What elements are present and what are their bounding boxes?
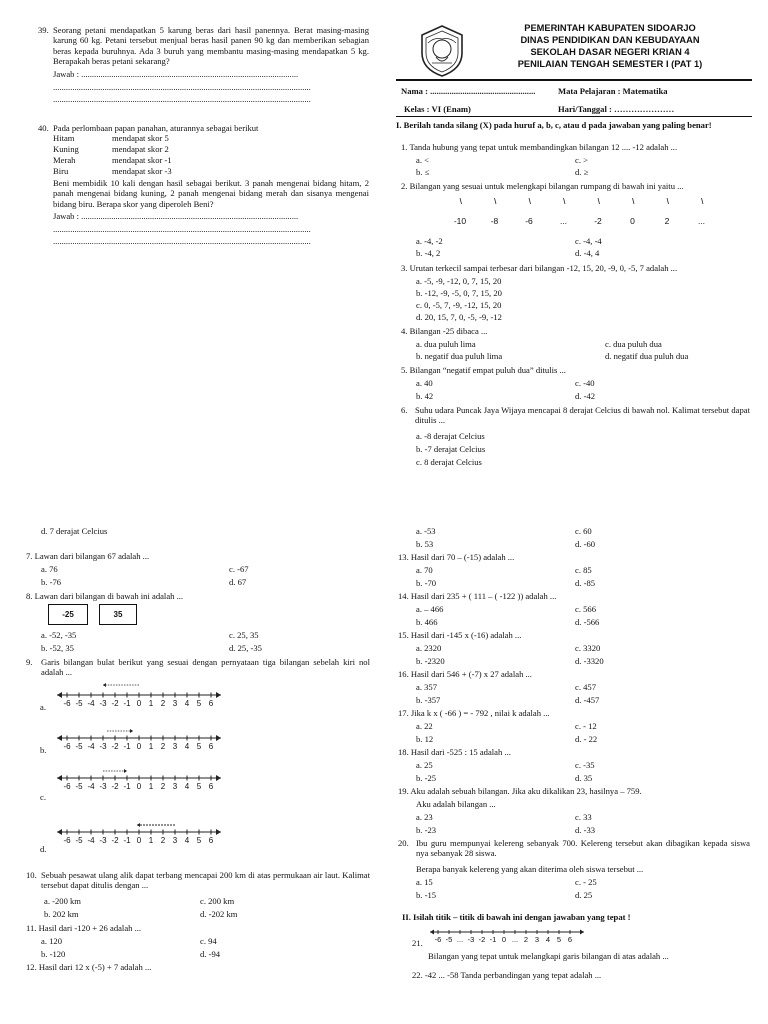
option-a[interactable]: a. -4, -2 (416, 236, 443, 246)
option-b[interactable]: b. ≤ (416, 167, 430, 177)
sequence-label: ... (559, 216, 568, 226)
option-a[interactable]: a. 15 (416, 877, 433, 887)
axis-arrow-right (216, 692, 221, 698)
option-a[interactable]: a. (40, 702, 46, 712)
question-text: Garis bilangan bulat berikut yang sesuai dengan pernyataan tiga bilangan sebelah kiri nol adalah ... (41, 657, 370, 678)
option-b[interactable]: b. 42 (416, 391, 434, 401)
axis-tick-label: 2 (160, 836, 166, 845)
question-text: Ibu guru mempunyai kelereng sebanyak 700. Kelereng tersebut akan dibagikan kepada siswa nya sebanyak 28 siswa. (416, 838, 750, 859)
axis-tick-label: 2 (160, 742, 166, 751)
axis-tick-label: 6 (567, 935, 573, 944)
header-divider (396, 116, 752, 117)
option-a[interactable]: a. -8 derajat Celcius (416, 431, 485, 441)
section-1-title: I. Berilah tanda silang (X) pada huruf a, b, c, atau d pada jawaban yang paling benar! (396, 120, 712, 130)
sequence-label: 2 (664, 216, 670, 226)
option-d[interactable]: d. negatif dua puluh dua (605, 351, 689, 361)
question-text: 16. Hasil dari 546 + (-7) x 27 adalah ... (398, 669, 532, 679)
option-d[interactable]: d. 25 (575, 890, 593, 900)
axis-tick-label: -5 (445, 935, 453, 944)
axis-tick-label: -3 (99, 742, 107, 751)
question-text: Sebuah pesawat ulang alik dapat terbang mencapai 200 km di atas permukaan air laut. Kalimat tersebut dapat ditulis dengan ... (41, 870, 370, 891)
axis-tick-label: 1 (148, 836, 154, 845)
axis-tick-label: -2 (478, 935, 486, 944)
option-c[interactable]: c. (40, 792, 46, 802)
question-text: 8. Lawan dari bilangan di bawah ini adalah ... (26, 591, 184, 601)
class-label: Kelas : VI (Enam) (404, 104, 471, 114)
axis-arrow-left (57, 692, 62, 698)
axis-tick-label: 4 (184, 699, 190, 708)
option-d[interactable]: d. -4, 4 (575, 248, 600, 258)
option-d[interactable]: d. -85 (575, 578, 596, 588)
option-d[interactable]: d. 67 (229, 577, 247, 587)
option-d[interactable]: d. -566 (575, 617, 600, 627)
axis-tick-label: 2 (160, 699, 166, 708)
question-text-2: Berapa banyak kelereng yang akan diterima oleh siswa tersebut ... (416, 864, 644, 874)
option-c[interactable]: c. -35 (575, 760, 595, 770)
option-c[interactable]: c. 8 derajat Celcius (416, 457, 482, 467)
axis-tick-label: 3 (534, 935, 540, 944)
number-box: 35 (99, 604, 137, 625)
option-b[interactable]: b. 202 km (44, 909, 79, 919)
rule-color: Kuning (53, 144, 79, 154)
option-d[interactable]: d. -457 (575, 695, 600, 705)
question-text: 7. Lawan dari bilangan 67 adalah ... (26, 551, 150, 561)
axis-tick-label: 5 (196, 699, 202, 708)
number-sequence (430, 196, 710, 230)
number-line-b[interactable] (55, 726, 225, 756)
axis-tick-label: 1 (148, 742, 154, 751)
option-b[interactable]: b. 53 (416, 539, 434, 549)
rule-score: mendapat skor -3 (112, 166, 172, 176)
axis-tick-label: ... (511, 935, 519, 944)
axis-tick-label: -2 (111, 699, 119, 708)
option-c[interactable]: c. -67 (229, 564, 249, 574)
question-text: 14. Hasil dari 235 + ( 111 – ( -122 )) adalah ... (398, 591, 557, 601)
answer-dots[interactable]: ........................................................................................................................ (53, 82, 311, 92)
axis-tick-label: -6 (434, 935, 442, 944)
question-number: 40. (38, 123, 49, 133)
question-text: 5. Bilangan “negatif empat puluh dua” ditulis ... (401, 365, 566, 375)
option-b[interactable]: b. -120 (41, 949, 66, 959)
option-c[interactable]: c. > (575, 155, 588, 165)
axis-tick-label: 3 (172, 742, 178, 751)
sequence-label: -10 (453, 216, 467, 226)
sequence-tick (564, 198, 566, 204)
option-d[interactable]: d. 7 derajat Celcius (41, 526, 108, 536)
rule-score: mendapat skor 5 (112, 133, 169, 143)
question-text: Bilangan yang tepat untuk melangkapi garis bilangan di atas adalah ... (428, 951, 669, 961)
axis-tick-label: -1 (123, 836, 131, 845)
header-government: PEMERINTAH KABUPATEN SIDOARJO (524, 23, 696, 33)
option-c[interactable]: c. 25, 35 (229, 630, 259, 640)
answer-line[interactable]: Jawab : ..................................................................................................... (53, 211, 299, 221)
option-d[interactable]: d. -94 (200, 949, 221, 959)
option-d[interactable]: d. -33 (575, 825, 596, 835)
question-number: 9. (26, 657, 33, 667)
axis-tick-label: 1 (148, 699, 154, 708)
question-number: 20. (398, 838, 409, 848)
axis-tick-label: 0 (136, 699, 142, 708)
option-c[interactable]: c. 0, -5, 7, -9, -12, 15, 20 (416, 300, 502, 310)
option-c[interactable]: c. 457 (575, 682, 597, 692)
question-number: 10. (26, 870, 37, 880)
axis-tick-label: 6 (208, 742, 214, 751)
option-d[interactable]: d. ≥ (575, 167, 589, 177)
option-b[interactable]: b. -25 (416, 773, 437, 783)
option-d[interactable]: d. (40, 844, 47, 854)
option-a[interactable]: a. 70 (416, 565, 433, 575)
question-number: 21. (412, 938, 423, 948)
rule-score: mendapat skor -1 (112, 155, 172, 165)
axis-tick-label: 6 (208, 782, 214, 791)
header-divider (396, 79, 752, 81)
question-text: 1. Tanda hubung yang tepat untuk membandingkan bilangan 12 .... -12 adalah ... (401, 142, 678, 152)
question-text: 19. Aku adalah sebuah bilangan. Jika aku dikalikan 23, hasilnya – 759. (398, 786, 642, 796)
option-d[interactable]: d. - 22 (575, 734, 598, 744)
header-exam-title: PENILAIAN TENGAH SEMESTER I (PAT 1) (517, 59, 703, 69)
option-a[interactable]: a. 2320 (416, 643, 442, 653)
option-b[interactable]: b. -2320 (416, 656, 445, 666)
question-text: 13. Hasil dari 70 – (-15) adalah ... (398, 552, 515, 562)
subject-label: Mata Pelajaran : Matematika (558, 86, 668, 96)
axis-arrow-left (57, 735, 62, 741)
axis-tick-label: -4 (87, 836, 95, 845)
sequence-tick (667, 198, 669, 204)
axis-tick-label: -3 (99, 836, 107, 845)
number-line-c[interactable] (55, 766, 225, 796)
rule-color: Merah (53, 155, 76, 165)
axis-tick-label: -4 (87, 742, 95, 751)
axis-arrow-right (216, 775, 221, 781)
axis-tick-label: -5 (75, 742, 83, 751)
option-b[interactable]: b. -70 (416, 578, 437, 588)
option-a[interactable]: a. 23 (416, 812, 433, 822)
sequence-label: -2 (594, 216, 602, 226)
header-school: SEKOLAH DASAR NEGERI KRIAN 4 (530, 47, 690, 57)
option-a[interactable]: a. 120 (41, 936, 63, 946)
axis-tick-label: -2 (111, 782, 119, 791)
axis-arrow-right (216, 735, 221, 741)
option-a[interactable]: a. < (416, 155, 429, 165)
axis-tick-label: 6 (208, 699, 214, 708)
option-d[interactable]: d. 35 (575, 773, 593, 783)
question-text: 17. Jika k x ( -66 ) = - 792 , nilai k adalah ... (398, 708, 550, 718)
option-b[interactable]: b. -12, -9, -5, 0, 7, 15, 20 (416, 288, 502, 298)
option-c[interactable]: c. 566 (575, 604, 597, 614)
option-c[interactable]: c. 94 (200, 936, 217, 946)
question-text: 4. Bilangan -25 dibaca ... (401, 326, 488, 336)
axis-tick-label: -5 (75, 782, 83, 791)
sequence-tick (598, 198, 600, 204)
option-b[interactable]: b. -15 (416, 890, 437, 900)
answer-dots[interactable]: ........................................................................................................................ (53, 224, 311, 234)
sequence-label: ... (697, 216, 706, 226)
answer-line[interactable]: Jawab : ..................................................................................................... (53, 69, 299, 79)
option-d[interactable]: d. 20, 15, 7, 0, -5, -9, -12 (416, 312, 502, 322)
school-logo-icon (414, 23, 470, 79)
question-text-2: Aku adalah bilangan ... (416, 799, 496, 809)
question-text: Suhu udara Puncak Jaya Wijaya mencapai 8 derajat Celcius di bawah nol. Kalimat tersebut dapat ditulis ... (415, 405, 750, 426)
option-b[interactable]: b. 466 (416, 617, 438, 627)
option-b[interactable]: b. -7 derajat Celcius (416, 444, 486, 454)
option-a[interactable]: a. -53 (416, 526, 436, 536)
axis-tick-label: -2 (111, 836, 119, 845)
option-c[interactable]: c. dua puluh dua (605, 339, 662, 349)
axis-tick-label: -1 (123, 782, 131, 791)
axis-tick-label: -3 (99, 699, 107, 708)
axis-tick-label: -3 (467, 935, 475, 944)
question-22-text: 22. -42 ... -58 Tanda perbandingan yang tepat adalah ... (412, 970, 602, 980)
axis-tick-label: -4 (87, 782, 95, 791)
answer-dots[interactable]: ........................................................................................................................ (53, 236, 311, 246)
option-a[interactable]: a. 22 (416, 721, 433, 731)
axis-tick-label: -6 (63, 836, 71, 845)
number-line-a[interactable] (55, 683, 225, 713)
rule-score: mendapat skor 2 (112, 144, 169, 154)
sequence-label: -6 (525, 216, 533, 226)
rule-color: Hitam (53, 133, 75, 143)
axis-tick-label: -1 (489, 935, 497, 944)
option-a[interactable]: a. dua puluh lima (416, 339, 476, 349)
axis-tick-label: 4 (184, 742, 190, 751)
section-2-title: II. Isilah titik – titik di bawah ini dengan jawaban yang tepat ! (402, 912, 631, 922)
sequence-tick (460, 198, 462, 204)
option-c[interactable]: c. 33 (575, 812, 592, 822)
name-field[interactable]: Nama : ................................................. (401, 86, 536, 96)
option-b[interactable]: b. -76 (41, 577, 62, 587)
option-c[interactable]: c. - 12 (575, 721, 597, 731)
option-c[interactable]: c. 85 (575, 565, 592, 575)
axis-tick-label: -5 (75, 699, 83, 708)
option-b[interactable]: b. -357 (416, 695, 441, 705)
axis-arrow-right (580, 930, 584, 935)
direction-arrowhead (103, 683, 106, 687)
axis-tick-label: 5 (196, 782, 202, 791)
axis-tick-label: 0 (136, 742, 142, 751)
axis-tick-label: -5 (75, 836, 83, 845)
sequence-tick (529, 198, 531, 204)
option-d[interactable]: d. 25, -35 (229, 643, 262, 653)
axis-tick-label: 0 (136, 782, 142, 791)
date-field[interactable]: Hari/Tanggal : ………………… (558, 104, 675, 114)
number-line-d[interactable] (55, 820, 225, 850)
axis-tick-label: 2 (160, 782, 166, 791)
option-a[interactable]: a. -200 km (44, 896, 81, 906)
axis-tick-label: 5 (196, 836, 202, 845)
axis-tick-label: -3 (99, 782, 107, 791)
axis-tick-label: 5 (556, 935, 562, 944)
option-b[interactable]: b. -23 (416, 825, 437, 835)
axis-tick-label: 4 (184, 782, 190, 791)
axis-tick-label: 4 (184, 836, 190, 845)
axis-tick-label: ... (456, 935, 464, 944)
option-d[interactable]: d. -60 (575, 539, 596, 549)
option-a[interactable]: a. 25 (416, 760, 433, 770)
axis-tick-label: 5 (196, 742, 202, 751)
direction-arrowhead (124, 769, 127, 773)
axis-tick-label: 3 (172, 836, 178, 845)
question-text: 11. Hasil dari -120 + 26 adalah ... (26, 923, 142, 933)
axis-tick-label: -6 (63, 782, 71, 791)
sequence-label: -8 (490, 216, 499, 226)
axis-tick-label: -1 (123, 699, 131, 708)
axis-tick-label: 0 (136, 836, 142, 845)
option-b[interactable]: b. -52, 35 (41, 643, 74, 653)
option-c[interactable]: c. 3320 (575, 643, 601, 653)
option-d[interactable]: d. -3320 (575, 656, 604, 666)
option-a[interactable]: a. 40 (416, 378, 433, 388)
answer-dots[interactable]: ........................................................................................................................ (53, 94, 311, 104)
axis-arrow-left (430, 930, 434, 935)
sequence-tick (702, 198, 704, 204)
axis-tick-label: 4 (545, 935, 551, 944)
option-c[interactable]: c. - 25 (575, 877, 597, 887)
option-d[interactable]: d. -202 km (200, 909, 238, 919)
axis-tick-label: 6 (208, 836, 214, 845)
sequence-label: 0 (630, 216, 635, 226)
option-a[interactable]: a. 357 (416, 682, 438, 692)
option-b[interactable]: b. (40, 745, 47, 755)
option-a[interactable]: a. -52, -35 (41, 630, 77, 640)
question-text: 3. Urutan terkecil sampai terbesar dari bilangan -12, 15, 20, -9, 0, -5, 7 adalah ... (401, 263, 678, 273)
sequence-tick (633, 198, 635, 204)
option-a[interactable]: a. 76 (41, 564, 58, 574)
axis-tick-label: 1 (148, 782, 154, 791)
axis-tick-label: -4 (87, 699, 95, 708)
axis-tick-label: 2 (523, 935, 529, 944)
option-b[interactable]: b. -4, 2 (416, 248, 441, 258)
axis-tick-label: 3 (172, 699, 178, 708)
option-c[interactable]: c. 60 (575, 526, 592, 536)
axis-tick-label: 0 (501, 935, 507, 944)
option-c[interactable]: c. 200 km (200, 896, 235, 906)
option-b[interactable]: b. negatif dua puluh lima (416, 351, 503, 361)
option-c[interactable]: c. -4, -4 (575, 236, 602, 246)
number-box: -25 (48, 604, 88, 625)
sequence-tick (495, 198, 497, 204)
question-text: 18. Hasil dari -525 : 15 adalah ... (398, 747, 511, 757)
question-text: Pada perlombaan papan panahan, aturannya sebagai berikut (53, 123, 259, 133)
question-number: 6. (401, 405, 408, 415)
axis-arrow-left (57, 775, 62, 781)
question-number: 39. (38, 25, 49, 35)
question-text: Beni membidik 10 kali dengan hasil sebagai berikut. 3 panah mengenai bidang hitam, 2 panah mengenai bidang kuning, 2 panah mengenai bidang merah dan sisanya mengenai bidang biru. Berapa skor yang diperoleh Beni? (53, 178, 369, 209)
header-department: DINAS PENDIDIKAN DAN KEBUDAYAAN (520, 35, 700, 45)
option-b[interactable]: b. 12 (416, 734, 434, 744)
axis-tick-label: -6 (63, 742, 71, 751)
axis-tick-label: 3 (172, 782, 178, 791)
option-d[interactable]: d. -42 (575, 391, 596, 401)
option-a[interactable]: a. – 466 (416, 604, 444, 614)
number-line-q21 (428, 926, 588, 948)
axis-tick-label: -2 (111, 742, 119, 751)
question-text: 15. Hasil dari -145 x (-16) adalah ... (398, 630, 522, 640)
option-c[interactable]: c. -40 (575, 378, 595, 388)
direction-arrowhead (137, 823, 140, 827)
rule-color: Biru (53, 166, 69, 176)
question-12-text: 12. Hasil dari 12 x (-5) + 7 adalah ... (26, 962, 152, 972)
axis-arrow-left (57, 829, 62, 835)
axis-arrow-right (216, 829, 221, 835)
option-a[interactable]: a. -5, -9, -12, 0, 7, 15, 20 (416, 276, 502, 286)
axis-tick-label: -6 (63, 699, 71, 708)
question-text: Seorang petani mendapatkan 5 karung beras dari hasil panennya. Berat masing-masing karung 60 kg. Petani tersebut menjual beras hasil panen 90 kg dan memberikan sebagian beras kepada buruhnya. Ada 3 buruh yang membantu masing-masing mendapatkan 5 kg. Berapakah beras petani sekarang? (53, 25, 369, 67)
question-text: 2. Bilangan yang sesuai untuk melengkapi bilangan rumpang di bawah ini yaitu ... (401, 181, 684, 191)
direction-arrowhead (130, 729, 133, 733)
axis-tick-label: -1 (123, 742, 131, 751)
